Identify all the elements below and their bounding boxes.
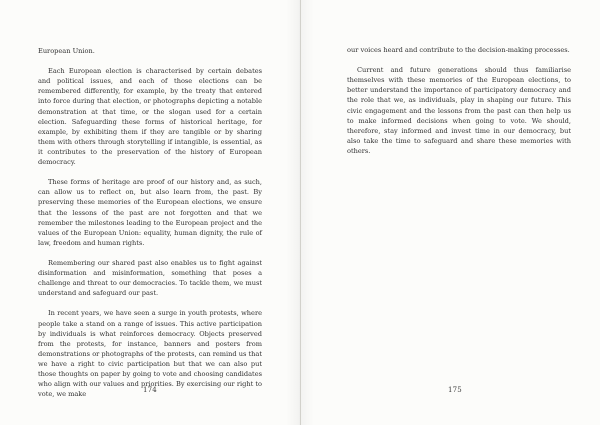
paragraph: Each European election is characterised by certain debates and political issues, and each of those elections can be remembered differently, for example, by the treaty that entered into force during that election, or photographs depicting a notable demonstration at that time, or the slogan used for a certain election. Safeguarding these forms of historical heritage, for example, by exhibiting them if they are tangible or by sharing them with others through storytelling if intangible, is essential, as it contributes to the preservation of the history of European democracy. xyxy=(38,67,262,167)
page-number: 175 xyxy=(448,386,462,394)
paragraph-gap xyxy=(38,248,262,258)
paragraph: European Union. xyxy=(38,47,95,55)
paragraph: In recent years, we have seen a surge in youth protests, where people take a stand on a range of issues. This active participation by individuals is what reinforces democracy. Objects preserved from the protests, for instance, banners and posters from demonstrations or photographs of the protests, can remind us that we have a right to civic participation but that we can also put those thoughts on paper by going to vote and choosing candidates who align with our values and priorities. By exercising our right to vote, we make xyxy=(38,309,262,399)
paragraph-gap xyxy=(38,167,262,177)
right-page-text xyxy=(347,45,571,156)
paragraph: our voices heard and contribute to the decision-making processes. xyxy=(347,46,570,54)
paragraph: These forms of heritage are proof of our history and, as such, can allow us to reflect on, but also learn from, the past. By preserving these memories of the European elections, we ensure that the lessons of the past are not forgotten and that we remember the milestones leading to the European project and the values of the European Union: equality, human dignity, the rule of law, freedom and human rights. xyxy=(38,178,262,247)
paragraph: Current and future generations should thus familiarise themselves with these memories of the European elections, to better understand the importance of participatory democracy and the role that we, as individuals, play in shaping our future. This civic engagement and the lessons from the past can then help us to make informed decisions when going to vote. We should, therefore, stay informed and invest time in our democracy, but also take the time to safeguard and share these memories with others. xyxy=(347,66,571,155)
right-page xyxy=(300,0,600,425)
left-page-text xyxy=(38,46,262,399)
paragraph-gap xyxy=(38,56,262,66)
paragraph: Remembering our shared past also enables us to fight against disinformation and misinformation, something that poses a challenge and threat to our democracies. To tackle them, we must understand and safeguard our past. xyxy=(38,258,262,298)
page-number: 174 xyxy=(143,386,157,394)
paragraph-gap xyxy=(347,55,571,65)
paragraph-gap xyxy=(38,298,262,308)
